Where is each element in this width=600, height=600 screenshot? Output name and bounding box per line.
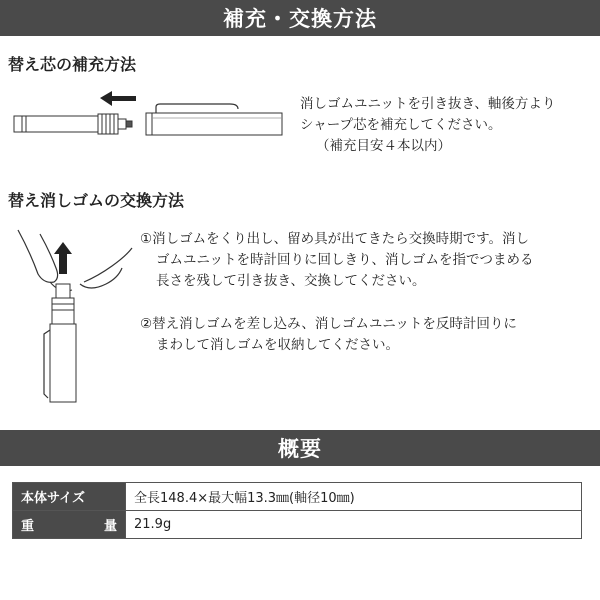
refill-line: シャープ芯を補充してください。 <box>300 117 502 133</box>
header-banner <box>0 0 600 36</box>
fingers-drawing <box>18 230 132 291</box>
refill-line: 消しゴムユニットを引き抜き、軸後方より <box>300 96 556 112</box>
table-row <box>13 511 582 539</box>
pen-barrel-drawing <box>146 104 282 135</box>
spec-label-size: 本体サイズ <box>13 483 126 511</box>
step2-line: ②替え消しゴムを差し込み、消しゴムユニットを反時計回りに <box>140 316 517 332</box>
table-row <box>13 483 582 511</box>
eraser-section-title: 替え消しゴムの交換方法 <box>8 191 185 210</box>
pen-top-drawing <box>44 284 76 402</box>
spec-table <box>12 482 582 539</box>
eraser-step1 <box>140 229 533 292</box>
eraser-illustration <box>10 222 140 402</box>
eraser-step2 <box>140 314 517 356</box>
pull-arrow-icon <box>100 91 136 106</box>
refill-section-title: 替え芯の補充方法 <box>8 55 137 74</box>
step1-line: ゴムユニットを時計回りに回しきり、消しゴムを指でつまめる <box>156 252 534 268</box>
overview-banner <box>0 430 600 466</box>
spec-value-weight: 21.9g <box>126 511 582 539</box>
step2-line: まわして消しゴムを収納してください。 <box>156 337 399 353</box>
spec-label-weight-char: 重 <box>21 519 35 534</box>
header-banner-title: 補充・交換方法 <box>223 7 377 31</box>
eraser-unit-drawing <box>14 114 132 134</box>
spec-label-weight-char: 量 <box>103 519 117 534</box>
overview-banner-title: 概要 <box>278 437 322 461</box>
refill-line: （補充目安４本以内） <box>316 138 451 154</box>
step1-line: ①消しゴムをくり出し、留め具が出てきたら交換時期です。消し <box>140 231 530 247</box>
step1-line: 長さを残して引き抜き、交換してください。 <box>156 273 426 289</box>
refill-instructions <box>300 94 555 157</box>
spec-value-size: 全長148.4×最大幅13.3㎜(軸径10㎜) <box>126 483 582 511</box>
spec-label-weight <box>13 511 126 539</box>
refill-illustration <box>0 85 300 145</box>
